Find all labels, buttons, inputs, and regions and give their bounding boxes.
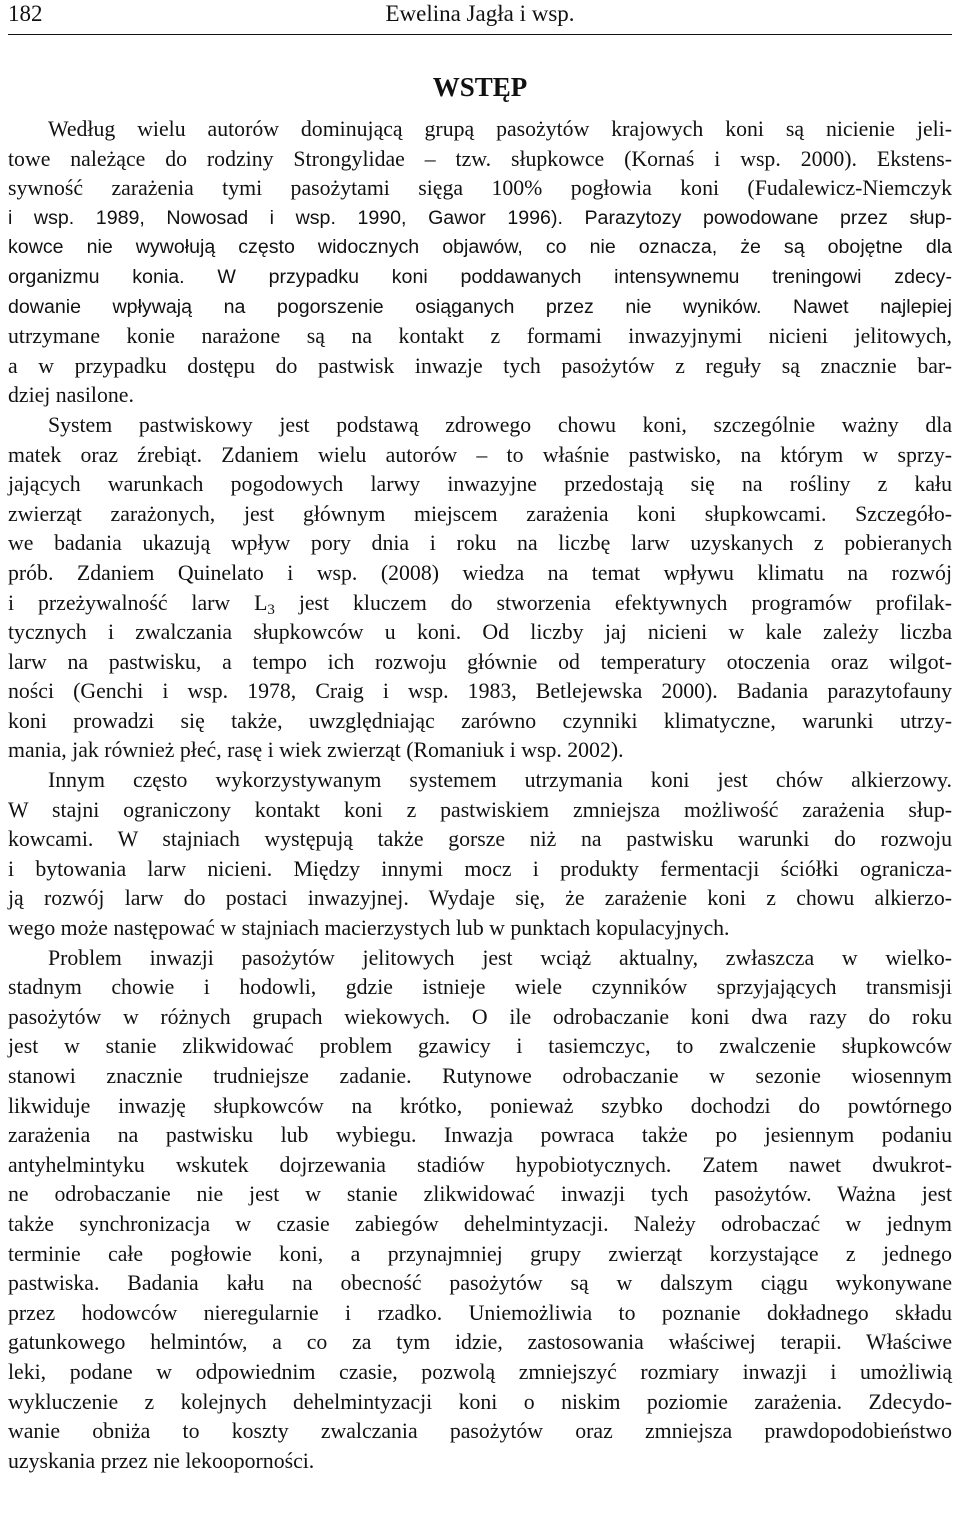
text-line: i wsp. 1989, Nowosad i wsp. 1990, Gawor 1996). Parazytozy powodowane przez słup- — [8, 206, 952, 229]
text-line: organizmu konia. W przypadku koni poddawanych intensywnemu treningowi zdecy- — [8, 265, 952, 288]
text-line: stanowi znacznie trudniejsze zadanie. Rutynowe odrobaczanie w sezonie wiosennym — [8, 1064, 952, 1088]
text-line: dowanie wpływają na pogorszenie osiąganych przez nie wyników. Nawet najlepiej — [8, 295, 952, 318]
text-line: wego może następować w stajniach macierzystych lub w punktach kopulacyjnych. — [8, 916, 730, 941]
text-line: koni prowadzi się także, uwzględniając zarówno czynniki klimatyczne, warunki utrzy- — [8, 708, 952, 733]
text-line: ności (Genchi i wsp. 1978, Craig i wsp. 1983, Betlejewska 2000). Badania parazytofauny — [8, 679, 952, 704]
text-line: mania, jak również płeć, rasę i wiek zwierząt (Romaniuk i wsp. 2002). — [8, 738, 624, 763]
text-line: także synchronizacja w czasie zabiegów dehelmintyzacji. Należy odrobaczać w jednym — [8, 1211, 952, 1236]
text-line: terminie całe pogłowie koni, a przynajmniej grupy zwierząt korzystające z jednego — [8, 1241, 952, 1266]
text-line: jających warunkach pogodowych larwy inwazyjne przedostają się na rośliny z kału — [8, 472, 952, 497]
text-line: ją rozwój larw do postaci inwazyjnej. Wydaje się, że zarażenie koni z chowu alkierzo- — [8, 886, 952, 911]
text-line: System pastwiskowy jest podstawą zdrowego chowu koni, szczególnie ważny dla — [48, 412, 952, 437]
text-line: Problem inwazji pasożytów jelitowych jest wciąż aktualny, zwłaszcza w wielko- — [48, 945, 952, 970]
text-line: towe należące do rodziny Strongylidae – tzw. słupkowce (Kornaś i wsp. 2000). Ekstens- — [8, 146, 952, 171]
text-line: matek oraz źrebiąt. Zdaniem wielu autorów – to właśnie pastwisko, na którym w sprzy- — [8, 442, 952, 467]
text-line: kowcami. W stajniach występują także gorsze niż na pastwisku warunki do rozwoju — [8, 827, 952, 852]
text-line: larw na pastwisku, a tempo ich rozwoju głównie od temperatury otoczenia oraz wilgot- — [8, 649, 952, 674]
text-line: antyhelmintyku wskutek dojrzewania stadiów hypobiotycznych. Zatem nawet dwukrot- — [8, 1152, 952, 1177]
text-line: leki, podane w odpowiednim czasie, pozwolą zmniejszyć rozmiary inwazji i umożliwią — [8, 1359, 952, 1384]
page-number: 182 — [8, 1, 43, 26]
text-line: we badania ukazują wpływ pory dnia i roku na liczbę larw uzyskanych z pobieranych — [8, 531, 952, 556]
text-line: pasożytów w różnych grupach wiekowych. O ile odrobaczanie koni dwa razy do roku — [8, 1004, 952, 1029]
text-line: likwiduje inwazję słupkowców na krótko, ponieważ szybko dochodzi do powtórnego — [8, 1093, 952, 1118]
text-line: stadnym chowie i hodowli, gdzie istnieje wiele czynników sprzyjających transmisji — [8, 975, 952, 1000]
text-line: przez hodowców nieregularnie i rzadko. Uniemożliwia to poznanie dokładnego składu — [8, 1300, 952, 1325]
text-line: a w przypadku dostępu do pastwisk inwazje tych pasożytów z reguły są znacznie bar- — [8, 353, 952, 378]
running-title: Ewelina Jagła i wsp. — [385, 1, 575, 26]
text-line: jest w stanie zlikwidować problem gzawicy i tasiemczyc, to zwalczenie słupkowców — [8, 1034, 952, 1059]
text-line: Według wielu autorów dominującą grupą pasożytów krajowych koni są nicienie jeli- — [48, 117, 952, 141]
text-line: i bytowania larw nicieni. Między innymi mocz i produkty fermentacji ściółki ogranicza- — [8, 856, 952, 881]
text-line: zwierząt zarażonych, jest głównym miejscem zarażenia koni słupkowcami. Szczegóło- — [8, 501, 952, 526]
text-line: tycznych i zwalczania słupkowców u koni. Od liczby jaj nicieni w kale zależy liczba — [8, 620, 952, 645]
text-line: wanie obniża to koszty zwalczania pasożytów oraz zmniejsza prawdopodobieństwo — [8, 1419, 952, 1444]
text-line: utrzymane konie narażone są na kontakt z formami inwazyjnymi nicieni jelitowych, — [8, 324, 952, 349]
text-line: zarażenia na pastwisku lub wybiegu. Inwazja powraca także po jesiennym podaniu — [8, 1123, 952, 1148]
text-line: prób. Zdaniem Quinelato i wsp. (2008) wiedza na temat wpływu klimatu na rozwój — [8, 560, 952, 585]
text-line: gatunkowego helmintów, a co za tym idzie, zastosowania właściwej terapii. Właściwe — [8, 1330, 952, 1355]
text-line: kowce nie wywołują często widocznych objawów, co nie oznacza, że są obojętne dla — [8, 236, 952, 259]
text-line: Innym często wykorzystywanym systemem utrzymania koni jest chów alkierzowy. — [48, 768, 952, 793]
text-line: i przeżywalność larw $L_3$ jest kluczem do stworzenia efektywnych programów profilak- — [8, 590, 953, 618]
text-line: ne odrobaczanie nie jest w stanie zlikwidować inwazji tych pasożytów. Ważna jest — [8, 1182, 952, 1207]
body-text — [8, 115, 952, 1476]
header-rule — [8, 34, 952, 35]
text-line: pastwiska. Badania kału na obecność pasożytów są w dalszym ciągu wykonywane — [8, 1271, 952, 1296]
text-line: dziej nasilone. — [8, 383, 134, 408]
section-title: WSTĘP — [432, 72, 528, 102]
text-line: uzyskania przez nie lekooporności. — [8, 1448, 315, 1473]
text-line: sywność zarażenia tymi pasożytami sięga 100% pogłowia koni (Fudalewicz-Niemczyk — [8, 176, 952, 201]
text-line: W stajni ograniczony kontakt koni z pastwiskiem zmniejsza możliwość zarażenia słup- — [8, 797, 952, 822]
running-header — [8, 0, 952, 32]
text-line: wykluczenie z kolejnych dehelmintyzacji koni o niskim poziomie zarażenia. Zdecydo- — [8, 1389, 952, 1414]
